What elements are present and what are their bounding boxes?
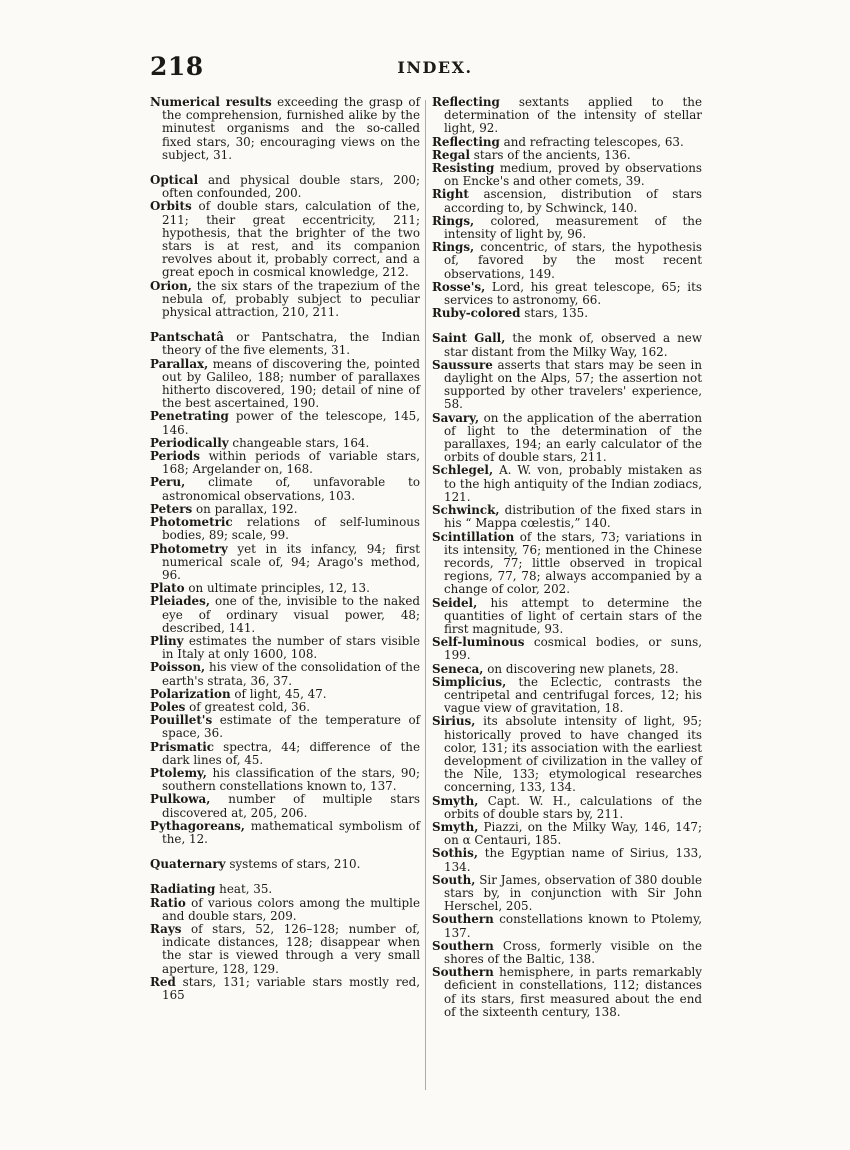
index-entry-heading: Savary, [432, 410, 480, 425]
index-entry-text: of stars, 52, 126–128; number of, indicate distances, 128; disappear when the star is viewed through a very small aperture, 128, 129. [162, 921, 420, 976]
index-entry-heading: Sothis, [432, 846, 479, 861]
index-entry [150, 200, 420, 279]
index-entry [432, 359, 702, 412]
index-entry [432, 874, 702, 914]
index-column-right [432, 96, 702, 1019]
index-entry-text: Sir James, observation of 380 double stars by, in conjunction with Sir John Herschel, 205. [444, 872, 702, 914]
index-entry-heading: Quaternary [150, 857, 226, 872]
index-entry-heading: Pulkowa, [150, 792, 211, 807]
index-entry-heading: Ratio [150, 895, 186, 910]
index-entry [432, 940, 702, 966]
index-entry [150, 976, 420, 1002]
index-entry [432, 676, 702, 716]
index-entry-text: relations of self-luminous bodies, 89; scale, 99. [162, 515, 420, 543]
index-entry-heading: Rings, [432, 213, 475, 228]
index-entry [150, 358, 420, 411]
index-entry-heading: Smyth, [432, 793, 479, 808]
index-entry-text: of double stars, calculation of the, 211; their great eccentricity, 211; hypothesis, that the brighter of the two stars is at rest, and its companion revolves about it, probably correct, and a great epoch in cosmical knowledge, 212. [162, 199, 420, 280]
index-entry-heading: Rays [150, 921, 182, 936]
index-entry [432, 162, 702, 188]
index-entry-text: colored, measurement of the intensity of light by, 96. [444, 213, 702, 242]
index-entry-text: means of discovering the, pointed out by Galileo, 188; number of parallaxes hitherto discovered, 190; detail of nine of the best ascertained, 190. [162, 356, 420, 411]
index-entry-heading: Numerical results [150, 95, 272, 109]
index-entry-text: distribution of the fixed stars in his “ Mappa cœlestis,” 140. [444, 503, 702, 531]
index-entry-text: and refracting telescopes, 63. [499, 134, 684, 149]
index-entry [432, 913, 702, 939]
index-entry-text: of the stars, 73; variations in its intensity, 76; mentioned in the Chinese records, 77; little observed in tropical regions, 77, 78; always accompanied by a change of color, 202. [444, 529, 702, 597]
index-entry-text: estimate of the temperature of space, 36. [162, 713, 420, 741]
index-entry-text: his classification of the stars, 90; southern constellations known to, 137. [162, 765, 420, 794]
index-entry [432, 847, 702, 873]
index-entry [150, 923, 420, 976]
index-entry-text: cosmical bodies, or suns, 199. [444, 635, 702, 663]
index-entry-heading: Prismatic [150, 739, 214, 754]
index-entry-heading: Southern [432, 938, 494, 953]
index-entry-heading: Optical [150, 173, 199, 188]
index-entry-heading: Poles [150, 699, 186, 714]
index-entry-heading: Schwinck, [432, 503, 500, 518]
index-entry-heading: Penetrating [150, 409, 229, 424]
index-entry-text: estimates the number of stars visible in Italy at only 1600, 108. [162, 633, 420, 662]
index-entry-text: stars of the ancients, 136. [469, 147, 631, 162]
index-entry-heading: Orion, [150, 278, 192, 293]
index-entry [150, 820, 420, 846]
index-entry-text: his attempt to determine the quantities of light of certain stars of the first magnitude, 93. [444, 595, 702, 636]
running-head: INDEX. [397, 58, 473, 77]
index-entry-text: his view of the consolidation of the earth's strata, 36, 37. [162, 660, 420, 688]
index-entry-heading: Southern [432, 912, 494, 927]
index-entry [150, 280, 420, 320]
index-entry-heading: Peters [150, 501, 193, 516]
index-entry-heading: Rosse's, [432, 279, 486, 294]
index-entry-text: the six stars of the trapezium of the nebula of, probably subject to peculiar physical attraction, 210, 211. [162, 278, 420, 320]
index-entry [150, 331, 420, 357]
index-entry-text: the Egyptian name of Sirius, 133, 134. [444, 846, 702, 874]
index-entry-heading: Plato [150, 581, 185, 596]
index-entry-heading: Seidel, [432, 595, 478, 610]
index-entry [150, 450, 420, 476]
index-entry [150, 543, 420, 583]
index-entry [150, 767, 420, 793]
index-entry-heading: Pythagoreans, [150, 818, 245, 833]
index-entry [150, 476, 420, 502]
index-entry-heading: Southern [432, 965, 494, 980]
index-entry-heading: Resisting [432, 161, 495, 176]
index-entry-text: Capt. W. H., calculations of the orbits of double stars by, 211. [444, 793, 702, 821]
index-entry-heading: Pleiades, [150, 594, 210, 609]
index-entry [432, 636, 702, 662]
index-entry-text: concentric, of stars, the hypothesis of, favored by the most recent observations, 149. [444, 240, 702, 281]
index-entry [432, 504, 702, 530]
index-entry-heading: Radiating [150, 882, 216, 897]
index-entry [432, 821, 702, 847]
index-entry-heading: Ptolemy, [150, 765, 207, 780]
index-entry [150, 410, 420, 436]
index-entry-text: heat, 35. [215, 882, 273, 897]
index-entry-text: and physical double stars, 200; often confounded, 200. [162, 173, 420, 201]
index-entry-text: the Eclectic, contrasts the centripetal and centrifugal forces, 12; his vague view of gravitation, 18. [444, 674, 702, 716]
index-entry [432, 412, 702, 465]
index-entry [432, 281, 702, 307]
index-entry [150, 635, 420, 661]
index-entry-text: Cross, formerly visible on the shores of the Baltic, 138. [444, 938, 702, 966]
index-entry-heading: Scintillation [432, 529, 515, 544]
index-entry-text: stars, 131; variable stars mostly red, 165 [162, 974, 420, 1002]
index-entry [150, 661, 420, 687]
index-entry-heading: Seneca, [432, 661, 484, 676]
index-entry-text: on ultimate principles, 12, 13. [184, 581, 370, 596]
index-entry [150, 741, 420, 767]
index-entry-text: number of multiple stars discovered at, 205, 206. [162, 792, 420, 820]
index-entry-heading: Photometric [150, 515, 233, 530]
index-entry-text: of various colors among the multiple and double stars, 209. [162, 895, 420, 923]
index-entry-heading: Right [432, 187, 469, 202]
index-entry-text: asserts that stars may be seen in daylight on the Alps, 57; the assertion not supported by other travelers' experience, 58. [444, 357, 702, 412]
index-entry [150, 174, 420, 200]
index-entry [432, 597, 702, 637]
index-entry [432, 531, 702, 597]
index-entry-heading: Reflecting [432, 95, 500, 109]
index-entry-heading: Periods [150, 449, 200, 464]
index-entry [432, 966, 702, 1019]
index-entry-heading: Smyth, [432, 819, 479, 834]
index-entry [150, 595, 420, 635]
index-entry-heading: Parallax, [150, 356, 209, 371]
index-entry-text: the monk of, observed a new star distant from the Milky Way, 162. [444, 331, 702, 359]
page-header [150, 52, 720, 86]
index-entry-text: systems of stars, 210. [225, 857, 361, 872]
index-entry-text: medium, proved by observations on Encke's and other comets, 39. [444, 161, 702, 189]
index-entry-heading: Ruby-colored [432, 306, 521, 321]
index-entry [432, 715, 702, 794]
index-entry-text: spectra, 44; difference of the dark lines of, 45. [162, 739, 420, 767]
index-entry-heading: Red [150, 974, 176, 989]
index-entry-heading: Sirius, [432, 714, 476, 729]
index-entry [432, 332, 702, 358]
index-entry [150, 516, 420, 542]
index-entry [432, 215, 702, 241]
index-entry [432, 307, 702, 320]
index-entry-text: stars, 135. [520, 306, 589, 321]
index-entry-text: or Pantschatra, the Indian theory of the five elements, 31. [162, 330, 420, 358]
index-entry-text: on the application of the aberration of light to the determination of the parallaxes, 194; an early calculator of the orbits of double stars, 211. [444, 410, 702, 465]
index-entry-heading: Regal [432, 147, 470, 162]
index-entry-heading: Poisson, [150, 660, 206, 675]
index-entry-text: changeable stars, 164. [228, 435, 370, 450]
index-entry-heading: Schlegel, [432, 463, 494, 478]
index-entry-text: of greatest cold, 36. [185, 699, 311, 714]
index-entry-text: sextants applied to the determination of the intensity of stellar light, 92. [444, 95, 702, 136]
index-entry-heading: Pouillet's [150, 713, 213, 728]
index-entry [432, 241, 702, 281]
index-entry-heading: Peru, [150, 475, 186, 490]
index-column-left [150, 96, 420, 1002]
index-entry-text: A. W. von, probably mistaken as to the high antiquity of the Indian zodiacs, 121. [444, 463, 702, 504]
index-entry-heading: Polarization [150, 686, 231, 701]
index-entry [150, 858, 420, 871]
index-entry-heading: Orbits [150, 199, 192, 214]
column-divider [425, 100, 426, 1090]
index-entry-text: Lord, his great telescope, 65; its services to astronomy, 66. [444, 279, 702, 308]
index-entry-heading: Reflecting [432, 134, 500, 149]
index-entry-heading: Pliny [150, 633, 184, 648]
index-entry [432, 96, 702, 136]
index-entry-text: power of the telescope, 145, 146. [162, 409, 420, 437]
index-entry-heading: Rings, [432, 240, 475, 255]
index-entry-heading: Pantschatâ [150, 330, 224, 345]
index-entry-text: of light, 45, 47. [230, 686, 327, 701]
index-entry-text: climate of, unfavorable to astronomical observations, 103. [162, 475, 420, 503]
index-entry-text: on parallax, 192. [192, 501, 298, 516]
page-number: 218 [150, 52, 204, 81]
index-entry [150, 897, 420, 923]
index-entry-heading: Self-luminous [432, 635, 525, 650]
index-entry-heading: Saint Gall, [432, 331, 506, 346]
index-entry-text: yet in its infancy, 94; first numerical scale of, 94; Arago's method, 96. [162, 541, 420, 582]
index-entry-heading: Simplicius, [432, 674, 507, 689]
index-entry-text: on discovering new planets, 28. [483, 661, 679, 676]
index-entry-text: within periods of variable stars, 168; Argelander on, 168. [162, 449, 420, 477]
index-entry-text: one of the, invisible to the naked eye of ordinary visual power, 48; described, 141. [162, 594, 420, 635]
index-entry-text: mathematical symbolism of the, 12. [162, 818, 420, 846]
index-entry [150, 714, 420, 740]
index-entry-heading: Saussure [432, 357, 493, 372]
index-entry-heading: Periodically [150, 435, 229, 450]
index-entry-heading: Photometry [150, 541, 228, 556]
index-entry [432, 464, 702, 504]
index-entry-text: ascension, distribution of stars according to, by Schwinck, 140. [444, 187, 702, 215]
index-entry-text: exceeding the grasp of the comprehension, furnished alike by the minutest organisms and the so-called fixed stars, 30; encouraging views on the subject, 31. [162, 95, 420, 162]
index-entry [432, 795, 702, 821]
index-entry-text: Piazzi, on the Milky Way, 146, 147; on α Centauri, 185. [444, 819, 702, 848]
index-entry [150, 793, 420, 819]
index-entry-text: its absolute intensity of light, 95; historically proved to have changed its color, 131; its association with the earliest development of civilization in the valley of the Nile, 133; etymological researches concerning, 133, 134. [444, 714, 702, 795]
index-entry-heading: South, [432, 872, 476, 887]
index-entry-text: hemisphere, in parts remarkably deficient in constellations, 112; distances of its stars, first measured about the end of the sixteenth century, 138. [444, 965, 702, 1019]
index-entry [432, 188, 702, 214]
index-entry-text: constellations known to Ptolemy, 137. [444, 912, 702, 940]
index-entry [150, 96, 420, 162]
